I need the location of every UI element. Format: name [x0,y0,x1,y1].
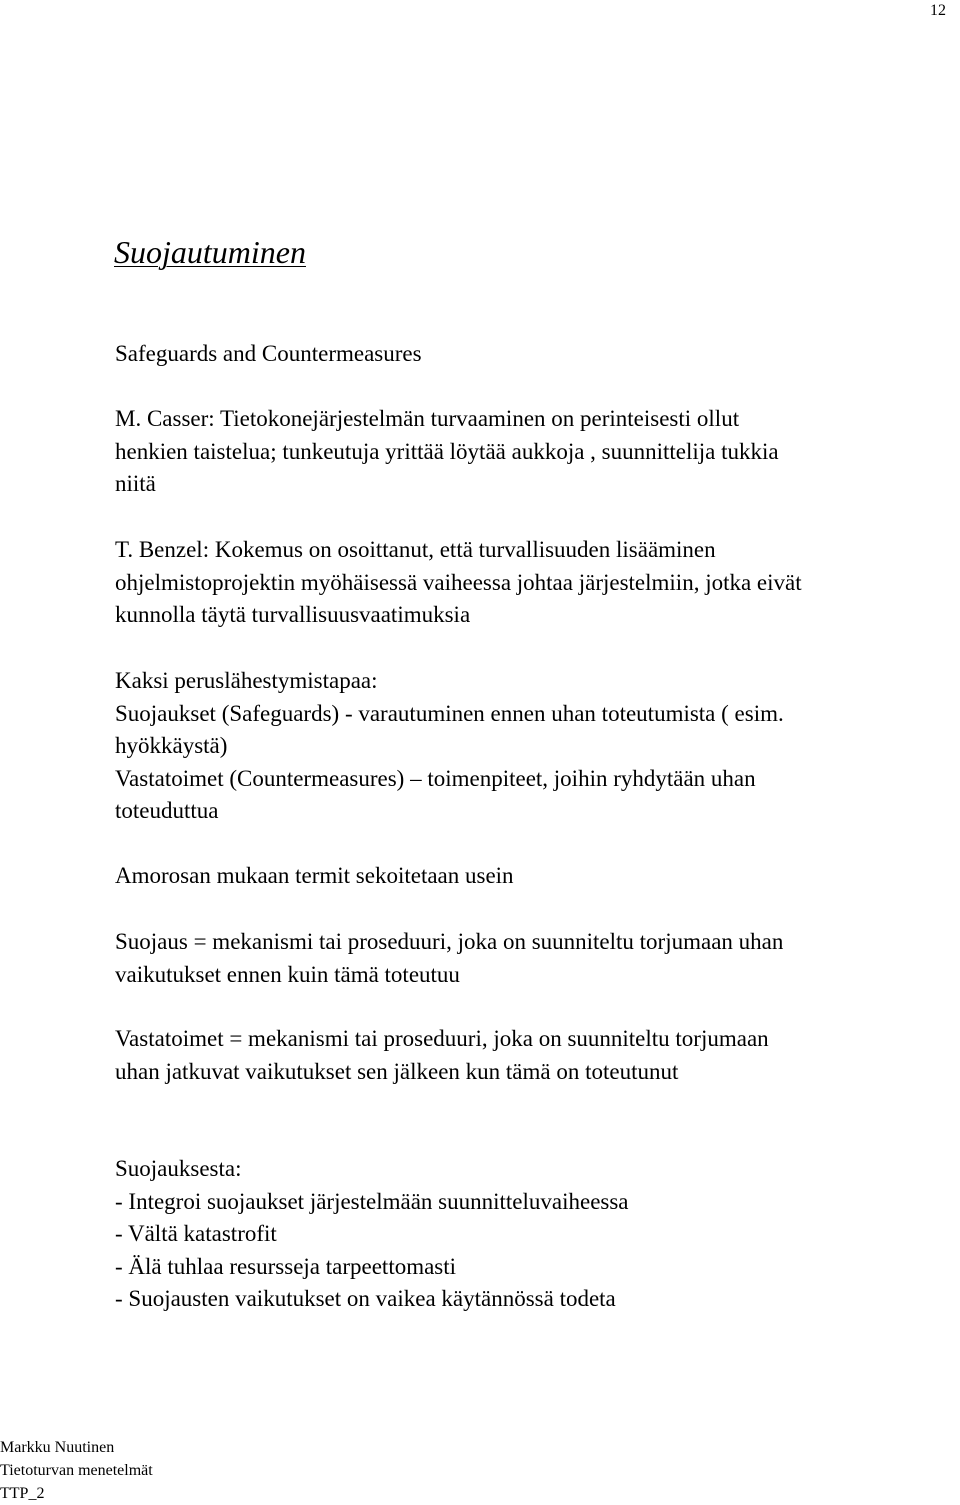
countermeasures-line-2: toteuduttua [115,798,219,823]
subtitle [115,338,422,371]
approaches-heading: Kaksi peruslähestymistapaa: [115,668,378,693]
safeguards-line-1: Suojaukset (Safeguards) - varautuminen ennen uhan toteutumista ( esim. [115,700,784,726]
subtitle-text: Safeguards and Countermeasures [115,341,422,366]
casser-line-2: henkien taistelua; tunkeutuja yrittää löytää aukkoja , suunnittelija tukkia [115,438,779,464]
benzel-quote [115,534,802,632]
suojauksesta-section [115,1153,629,1316]
casser-line-1: M. Casser: Tietokonejärjestelmän turvaaminen on perinteisesti ollut [115,406,740,431]
casser-quote [115,403,779,501]
list-item: - Vältä katastrofit [115,1221,277,1246]
page-number: 12 [930,2,946,19]
amoroso-note [115,860,514,893]
suojauksesta-heading: Suojauksesta: [115,1156,242,1181]
approaches-section [115,665,784,828]
list-item: - Integroi suojaukset järjestelmään suunnitteluvaiheessa [115,1188,629,1214]
benzel-line-3: kunnolla täytä turvallisuusvaatimuksia [115,602,471,627]
suojaus-def-line-2: vaikutukset ennen kuin tämä toteutuu [115,961,460,987]
footer-author: Markku Nuutinen [0,1439,115,1456]
countermeasures-line-1: Vastatoimet (Countermeasures) – toimenpiteet, joihin ryhdytään uhan [115,765,756,791]
suojaus-definition [115,926,783,991]
page-title: Suojautuminen [114,234,306,270]
page-footer [0,1436,153,1505]
list-item: - Suojausten vaikutukset on vaikea käytännössä todeta [115,1286,616,1311]
vastatoimet-def-line-2: uhan jatkuvat vaikutukset sen jälkeen kun tämä on toteutunut [115,1058,679,1084]
vastatoimet-def-line-1: Vastatoimet = mekanismi tai proseduuri, joka on suunniteltu torjumaan [115,1026,769,1051]
amoroso-text: Amorosan mukaan termit sekoitetaan usein [115,863,514,888]
footer-course: Tietoturvan menetelmät [0,1462,153,1479]
benzel-line-2: ohjelmistoprojektin myöhäisessä vaiheessa johtaa järjestelmiin, jotka eivät [115,569,802,595]
vastatoimet-definition [115,1023,769,1088]
casser-line-3: niitä [115,471,156,496]
suojaus-def-line-1: Suojaus = mekanismi tai proseduuri, joka on suunniteltu torjumaan uhan [115,929,784,954]
footer-code: TTP_2 [0,1485,45,1502]
benzel-line-1: T. Benzel: Kokemus on osoittanut, että turvallisuuden lisääminen [115,537,716,562]
list-item: - Älä tuhlaa resursseja tarpeettomasti [115,1253,457,1279]
safeguards-line-2: hyökkäystä) [115,733,228,758]
